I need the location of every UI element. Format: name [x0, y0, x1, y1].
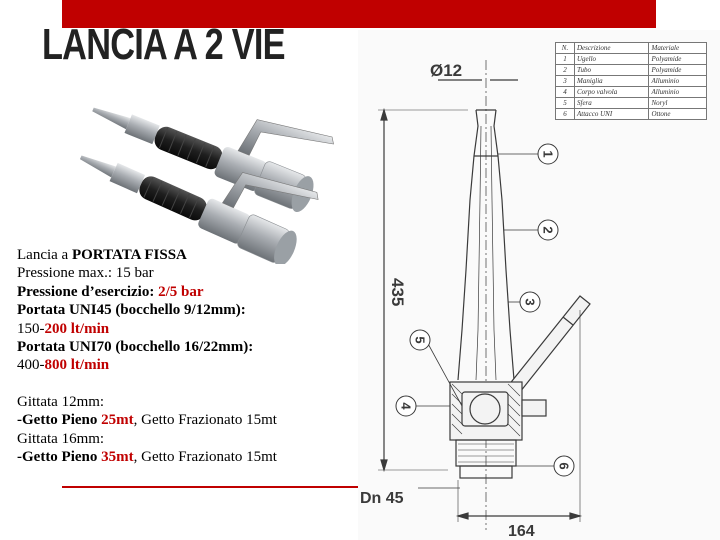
table-row: 6 Attacco UNI Ottone	[556, 109, 707, 120]
table-row: 5 Sfera Noryl	[556, 98, 707, 109]
length-label: 435	[388, 278, 407, 307]
callout-2: 2	[540, 226, 556, 234]
table-row: 3 Maniglia Alluminio	[556, 76, 707, 87]
width-label: 164	[508, 523, 535, 540]
spec-line-range-16-value: -Getto Pieno 35mt, Getto Frazionato 15mt	[17, 449, 277, 466]
specifications-text	[17, 246, 357, 466]
table-row: 1 Ugello Polyamide	[556, 54, 707, 65]
spec-line-range-16: Gittata 16mm:	[17, 430, 105, 447]
spec-line-uni45-value: 150-200 lt/min	[17, 320, 110, 337]
slide-title: LANCIA A 2 VIE	[42, 20, 285, 69]
spec-line-uni70-value: 400-800 lt/min	[17, 357, 110, 374]
spec-line-range-12-value: -Getto Pieno 25mt, Getto Frazionato 15mt	[17, 412, 277, 429]
spacer	[17, 375, 357, 393]
table-row: 4 Corpo valvola Alluminio	[556, 87, 707, 98]
diameter-label: Ø12	[430, 61, 463, 80]
dn-label: Dn 45	[360, 490, 404, 507]
callout-6: 6	[556, 462, 572, 470]
spec-line-uni70-label: Portata UNI70 (bocchello 16/22mm):	[17, 339, 254, 356]
callout-3: 3	[522, 298, 538, 306]
spec-line-uni45-label: Portata UNI45 (bocchello 9/12mm):	[17, 302, 246, 319]
spec-line-max-pressure: Pressione max.: 15 bar	[17, 265, 154, 282]
callout-1: 1	[540, 150, 556, 158]
nozzle-photo	[14, 78, 334, 264]
spec-line-type: Lancia a PORTATA FISSA	[17, 247, 187, 263]
parts-table	[555, 42, 707, 120]
footer-accent-line	[62, 486, 358, 488]
spec-line-range-12: Gittata 12mm:	[17, 393, 105, 410]
parts-table-header: N. Descrizione Materiale	[556, 43, 707, 54]
spec-line-working-pressure: Pressione d’esercizio: 2/5 bar	[17, 283, 204, 300]
callout-5: 5	[412, 336, 428, 344]
table-row: 2 Tubo Polyamide	[556, 65, 707, 76]
callout-4: 4	[398, 402, 414, 410]
